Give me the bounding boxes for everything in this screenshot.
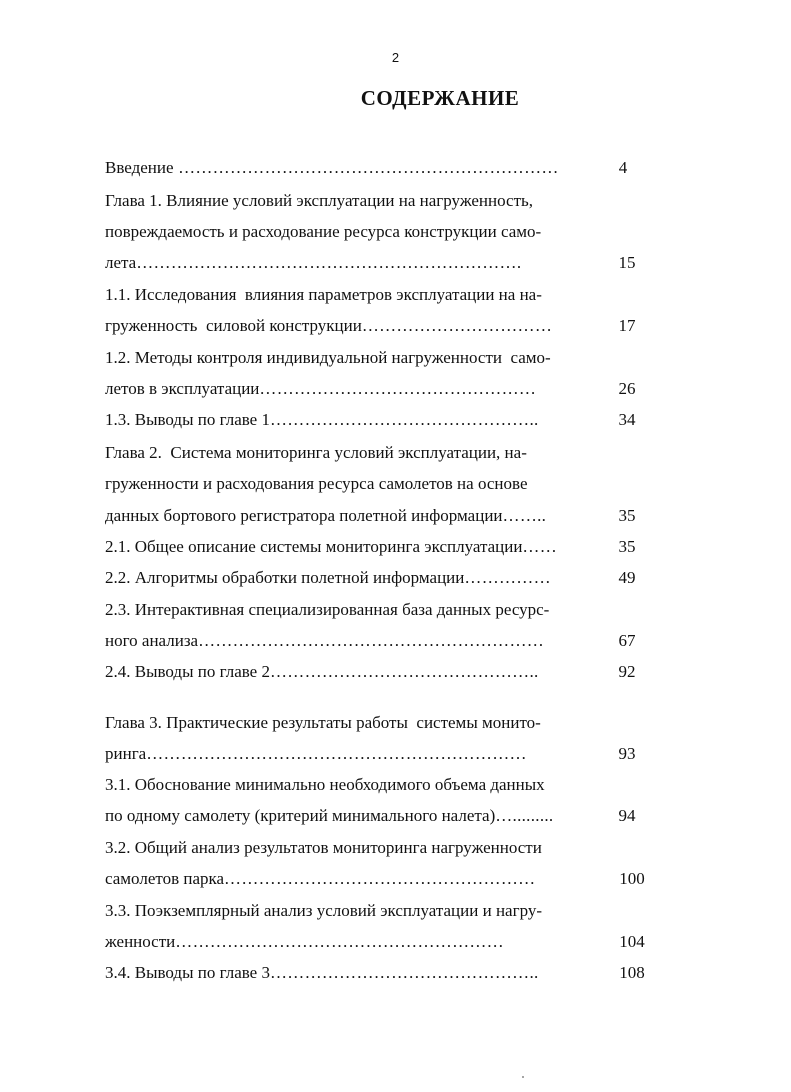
toc-s12-line1: 1.2. Методы контроля индивидуальной нагруженности само- xyxy=(105,348,551,367)
toc-s12-line2: летов в эксплуатации………………………………………… xyxy=(105,379,537,398)
toc-s11-page: 17 xyxy=(618,316,636,335)
scan-speck xyxy=(522,1076,524,1078)
page-number: 2 xyxy=(391,50,400,65)
toc-s31-line2: по одному самолету (критерий минимального налета)…......... xyxy=(105,806,554,825)
toc-s32-line2: самолетов парка……………………………………………… xyxy=(105,869,536,888)
toc-s22-line1: 2.2. Алгоритмы обработки полетной информации…………… xyxy=(105,568,551,587)
toc-s11-line1: 1.1. Исследования влияния параметров эксплуатации на на- xyxy=(105,285,542,304)
toc-ch1-line1: Глава 1. Влияние условий эксплуатации на нагруженность, xyxy=(105,191,533,210)
toc-s23-line2: ного анализа…………………………………………………… xyxy=(105,631,545,650)
toc-ch2-page: 35 xyxy=(618,506,636,525)
toc-s13-page: 34 xyxy=(618,410,636,429)
toc-s32-line1: 3.2. Общий анализ результатов мониторинга нагруженности xyxy=(105,838,542,857)
toc-s22-page: 49 xyxy=(618,568,636,587)
toc-ch3-page: 93 xyxy=(618,744,636,763)
toc-s11-line2: груженность силовой конструкции…………………………… xyxy=(105,316,553,335)
toc-s32-page: 100 xyxy=(619,869,645,888)
toc-s23-line1: 2.3. Интерактивная специализированная база данных ресурс- xyxy=(105,600,550,619)
toc-s34-line1: 3.4. Выводы по главе 3……………………………………….. xyxy=(105,963,539,982)
toc-ch3-line2: ринга………………………………………………………… xyxy=(105,744,527,763)
toc-intro-line: Введение ………………………………………………………… xyxy=(105,158,559,177)
toc-s21-page: 35 xyxy=(618,537,636,556)
toc-ch3-line1: Глава 3. Практические результаты работы системы монито- xyxy=(105,713,541,732)
toc-ch1-line3: лета…………………………………………………………. xyxy=(105,253,522,272)
toc-s33-line2: женности………………………………………………… xyxy=(105,932,504,951)
toc-ch2-line3: данных бортового регистратора полетной информации…….. xyxy=(105,506,547,525)
toc-ch2-line1: Глава 2. Система мониторинга условий эксплуатации, на- xyxy=(105,443,527,462)
toc-s21-line1: 2.1. Общее описание системы мониторинга эксплуатации…… xyxy=(105,537,558,556)
toc-s24-line1: 2.4. Выводы по главе 2……………………………………….. xyxy=(105,662,539,681)
toc-s33-line1: 3.3. Поэкземплярный анализ условий эксплуатации и нагру- xyxy=(105,901,543,920)
toc-ch2-line2: груженности и расходования ресурса самолетов на основе xyxy=(105,474,528,493)
toc-intro-page: 4 xyxy=(618,158,628,177)
page-title: СОДЕРЖАНИЕ xyxy=(360,86,520,110)
toc-s23-page: 67 xyxy=(618,631,636,650)
toc-ch1-line2: повреждаемость и расходование ресурса конструкции само- xyxy=(105,222,542,241)
toc-s31-page: 94 xyxy=(618,806,636,825)
toc-s34-page: 108 xyxy=(619,963,645,982)
toc-s12-page: 26 xyxy=(618,379,636,398)
toc-ch1-page: 15 xyxy=(618,253,636,272)
toc-s31-line1: 3.1. Обоснование минимально необходимого объема данных xyxy=(105,775,545,794)
toc-s13-line1: 1.3. Выводы по главе 1……………………………………….. xyxy=(105,410,539,429)
toc-s33-page: 104 xyxy=(619,932,645,951)
toc-s24-page: 92 xyxy=(618,662,636,681)
